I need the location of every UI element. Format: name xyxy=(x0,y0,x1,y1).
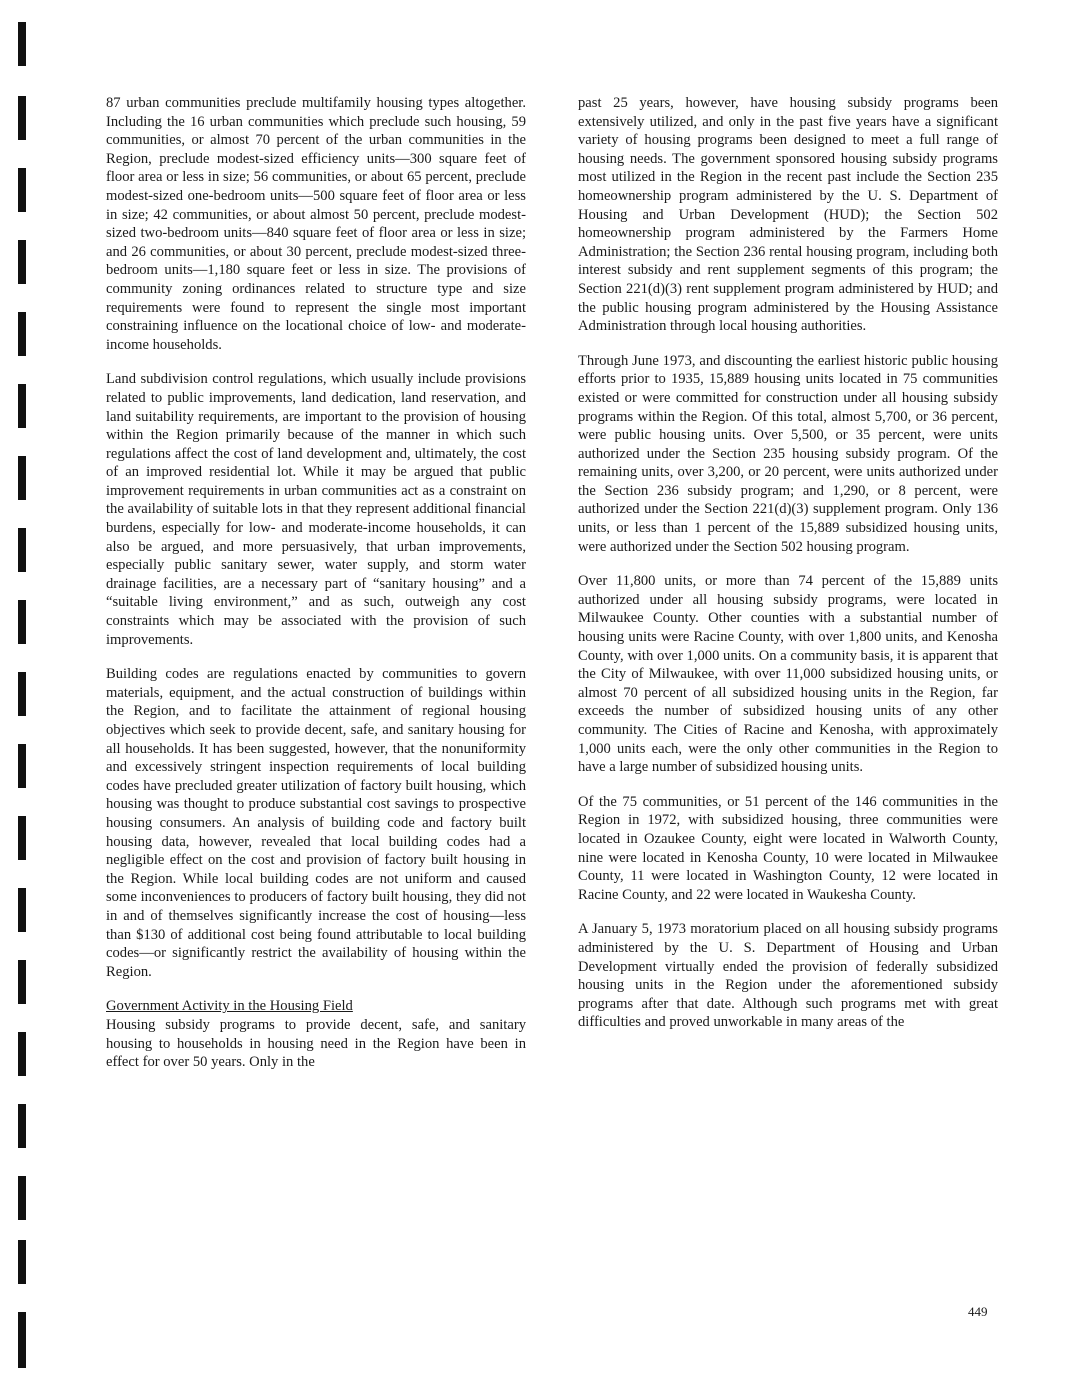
section-heading: Government Activity in the Housing Field xyxy=(106,998,353,1015)
body-paragraph: A January 5, 1973 moratorium placed on all housing subsidy programs administered by the U. S. Department of Housing and Urban Development virtually ended the provision of federally subsidized housing units in the Region under the aforementioned subsidy programs after that date. Although such programs met with great difficulties and proved unworkable in many areas of the xyxy=(578,921,998,1031)
page-number: 449 xyxy=(968,1304,988,1319)
binding-mark xyxy=(18,888,26,932)
binding-mark xyxy=(18,168,26,212)
binding-mark xyxy=(18,1312,26,1368)
body-paragraph: Housing subsidy programs to provide decent, safe, and sanitary housing to households in housing need in the Region have been in effect for over 50 years. Only in the xyxy=(106,1016,526,1071)
body-paragraph: Over 11,800 units, or more than 74 percent of the 15,889 units authorized under all housing subsidy programs, were located in Milwaukee County. Other counties with a substantial number of housing units were Racine County, with over 1,800 units, and Kenosha County, with over 1,000 units. On a community basis, it is apparent that the City of Milwaukee, with over 11,000 subsidized housing units, or almost 70 percent of all subsidized housing units in the Region, far exceeds the number of subsidized housing units of any other community. The Cities of Racine and Kenosha, with approximately 1,000 units each, were the only other communities in the Region to have a large number of subsidized housing units. xyxy=(578,573,998,776)
binding-mark xyxy=(18,1104,26,1148)
binding-mark xyxy=(18,96,26,140)
binding-mark xyxy=(18,22,26,66)
binding-mark xyxy=(18,456,26,500)
left-column xyxy=(106,94,526,1088)
binding-mark xyxy=(18,744,26,788)
binding-mark xyxy=(18,1176,26,1220)
binding-mark xyxy=(18,384,26,428)
binding-mark xyxy=(18,528,26,572)
binding-mark xyxy=(18,240,26,284)
binding-mark xyxy=(18,816,26,860)
body-paragraph: Through June 1973, and discounting the earliest historic public housing efforts prior to 1935, 15,889 housing units located in 75 communities existed or were committed for construction under all housing subsidy programs within the Region. Of this total, almost 5,700, or 36 percent, were public housing units. Over 5,500, or 35 percent, were units authorized under the Section 235 housing subsidy program. Of the remaining units, over 3,200, or 20 percent, were units authorized under the Section 236 subsidy program; and 1,290, or 8 percent, were authorized under the Section 221(d)(3) supplement program. Only 136 units, or less than 1 percent of the 15,889 subsidized housing units, were authorized under the Section 502 housing program. xyxy=(578,352,998,555)
binding-mark xyxy=(18,312,26,356)
body-paragraph: past 25 years, however, have housing subsidy programs been extensively utilized, and only in the past five years have a significant variety of housing programs been designed to meet a full range of housing needs. The government sponsored housing subsidy programs most utilized in the Region in the recent past include the Section 235 homeownership program administered by the U. S. Department of Housing and Urban Development (HUD); the Section 502 homeownership program administered by the Farmers Home Administration; the Section 236 rental housing program, including both interest subsidy and rent supplement segments of this program; the Section 221(d)(3) rent supplement program administered by HUD; and the public housing program administered by the Housing Assistance Administration through local housing authorities. xyxy=(578,95,998,335)
body-paragraph: Land subdivision control regulations, which usually include provisions related to public improvements, land dedication, land reservation, and land suitability requirements, are important to the provision of housing within the Region primarily because of the manner in which such regulations affect the cost of land development and, ultimately, the cost of an improved residential lot. While it may be argued that public improvement requirements in urban communities act as a constraint on the availability of suitable lots in that they represent additional financial burdens, especially for low- and moderate-income households, it can also be argued, and more persuasively, that urban improvements, especially public sanitary sewer, water supply, and storm water drainage facilities, are a necessary part of “sanitary housing” and a “suitable living environment,” and as such, outweigh any cost constraints which may be associated with the provision of such improvements. xyxy=(106,371,526,648)
binding-mark xyxy=(18,960,26,1004)
body-paragraph: 87 urban communities preclude multifamily housing types altogether. Including the 16 urban communities which preclude such housing, 59 communities, or almost 70 percent of the urban communities in the Region, preclude modest-sized efficiency units—300 square feet of floor area or less in size; 56 communities, or about 65 percent, preclude modest-sized one-bedroom units—500 square feet of floor area or less in size; 42 communities, or about almost 50 percent, preclude modest-sized two-bedroom units—840 square feet of floor area or less in size; and 26 communities, or about 30 percent, preclude modest-sized three-bedroom units—1,180 square feet or less in size. The provisions of community zoning ordinances related to structure type and size requirements were found to represent the single most important constraining influence on the locational choice of low- and moderate-income households. xyxy=(106,95,526,353)
right-column xyxy=(578,94,998,1048)
binding-mark xyxy=(18,1032,26,1076)
binding-mark xyxy=(18,600,26,644)
body-paragraph: Building codes are regulations enacted by communities to govern materials, equipment, and the actual construction of buildings within the Region, and to facilitate the attainment of regional housing objectives which seek to provide decent, safe, and sanitary housing for all households. It has been suggested, however, that the nonuniformity and excessively stringent inspection requirements of local building codes have precluded greater utilization of factory built housing, which housing was thought to produce substantial cost savings to prospective housing consumers. An analysis of building code and factory built housing data, however, revealed that local building codes had a negligible effect on the cost and provision of factory built housing in the Region. While local building codes are not uniform and caused some inconveniences to producers of factory built housing, they did not in and of themselves significantly increase the cost of housing—less than $130 of additional cost being found attributable to local building codes—or significantly restrict the availability of housing within the Region. xyxy=(106,666,526,980)
body-paragraph: Of the 75 communities, or 51 percent of the 146 communities in the Region in 1972, with subsidized housing, three communities were located in Ozaukee County, eight were located in Walworth County, nine were located in Kenosha County, 10 were located in Milwaukee County, 11 were located in Washington County, 12 were located in Racine County, and 22 were located in Waukesha County. xyxy=(578,793,998,903)
binding-mark xyxy=(18,672,26,716)
binding-mark xyxy=(18,1240,26,1284)
